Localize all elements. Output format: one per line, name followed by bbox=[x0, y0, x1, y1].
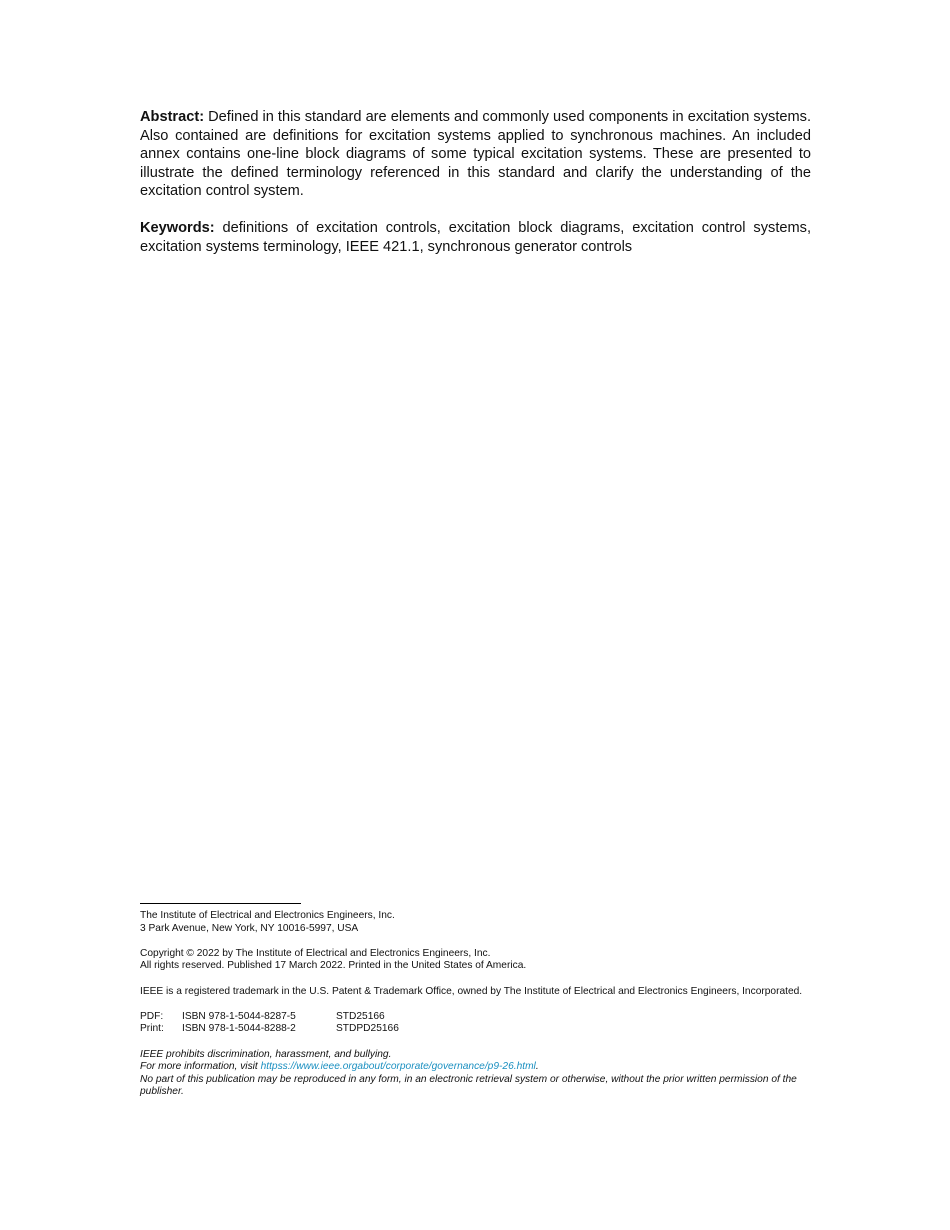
copyright-footer bbox=[140, 903, 811, 1112]
keywords-paragraph bbox=[140, 219, 811, 256]
isbn-format: Print: bbox=[140, 1023, 164, 1035]
keywords-text: definitions of excitation controls, excitation block diagrams, excitation control systems, excitation systems terminology, IEEE 421.1, synchronous generator controls bbox=[140, 220, 811, 255]
abstract-label: Abstract: bbox=[140, 109, 205, 125]
abstract-text: Defined in this standard are elements and commonly used components in excitation systems. Also contained are definitions for excitation systems applied to synchronous machines. An included annex contains one-line block diagrams of some typical excitation systems. These are presented to illustrate the defined terminology referenced in this standard and clarify the understanding of the excitation control system. bbox=[140, 109, 811, 199]
rights-line: All rights reserved. Published 17 March 2022. Printed in the United States of America. bbox=[140, 960, 527, 972]
isbn-row-print bbox=[140, 1023, 399, 1036]
isbn-code: STDPD25166 bbox=[336, 1023, 399, 1035]
trademark-notice: IEEE is a registered trademark in the U.S. Patent & Trademark Office, owned by The Institute of Electrical and Electronics Engineers, Incorporated. bbox=[140, 985, 803, 997]
footer-divider bbox=[140, 903, 301, 904]
abstract-paragraph bbox=[140, 108, 811, 201]
info-suffix: . bbox=[535, 1061, 539, 1073]
isbn-table bbox=[140, 1011, 399, 1036]
isbn-number: ISBN 978-1-5044-8287-5 bbox=[182, 1010, 296, 1022]
publisher-address: 3 Park Avenue, New York, NY 10016-5997, USA bbox=[140, 922, 359, 934]
harassment-notice: IEEE prohibits discrimination, harassment, and bullying. bbox=[140, 1048, 392, 1060]
keywords-label: Keywords: bbox=[140, 220, 215, 236]
publisher-block bbox=[140, 910, 811, 935]
copyright-block bbox=[140, 948, 811, 973]
governance-link[interactable]: httpss://www.ieee.orgabout/corporate/governance/p9-26.html bbox=[260, 1061, 536, 1073]
info-prefix: For more information, visit bbox=[140, 1061, 261, 1073]
legal-notice bbox=[140, 1049, 811, 1099]
main-content bbox=[140, 108, 811, 275]
isbn-code: STD25166 bbox=[336, 1010, 385, 1022]
isbn-row-pdf bbox=[140, 1011, 399, 1024]
reproduction-notice: No part of this publication may be reproduced in any form, in an electronic retrieval system or otherwise, without the prior written permission of the publisher. bbox=[140, 1073, 797, 1098]
publisher-name: The Institute of Electrical and Electronics Engineers, Inc. bbox=[140, 910, 395, 921]
copyright-line: Copyright © 2022 by The Institute of Electrical and Electronics Engineers, Inc. bbox=[140, 947, 491, 959]
isbn-format: PDF: bbox=[140, 1010, 164, 1022]
isbn-number: ISBN 978-1-5044-8288-2 bbox=[182, 1023, 296, 1035]
